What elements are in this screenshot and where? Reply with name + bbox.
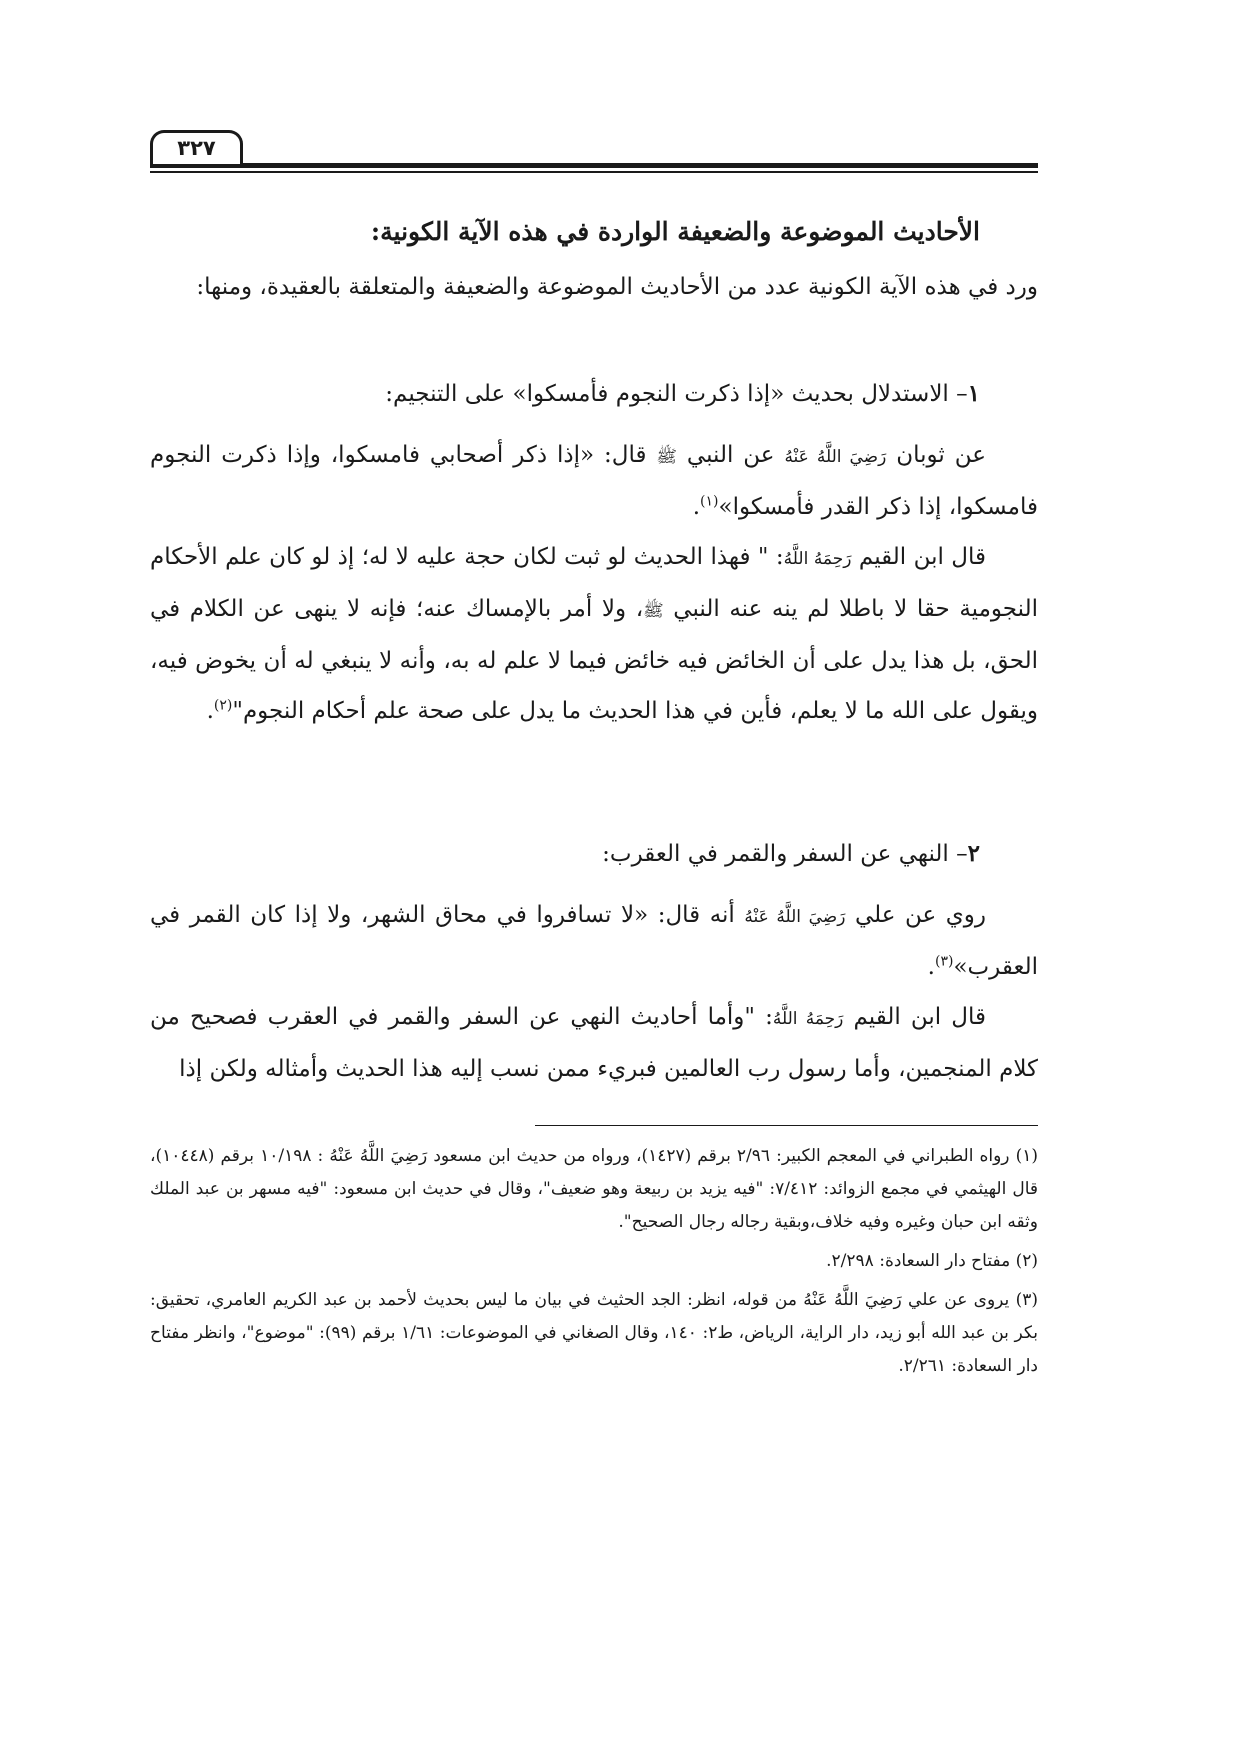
text-span: . <box>927 954 935 980</box>
intro-paragraph <box>150 262 1038 312</box>
footnote-2 <box>150 1245 1038 1278</box>
honorific-glyph: رَحِمَهُ اللَّهُ <box>772 1009 844 1029</box>
header-rule-thin <box>150 171 1038 173</box>
honorific-glyph: رَحِمَهُ اللَّهُ <box>783 549 852 569</box>
section2-paragraph1 <box>150 890 1038 992</box>
footnote-1 <box>150 1140 1038 1239</box>
section-heading: الأحاديث الموضوعة والضعيفة الواردة في هذه الآية الكونية: <box>370 217 980 246</box>
header-rule-thick <box>150 163 1038 168</box>
text-span: : " فهذا الحديث لو ثبت لكان حجة عليه لا له؛ إذ لو كان علم الأحكام النجومية حقا لا باطلا لم ينه عنه النبي <box>150 544 1038 622</box>
section1-title <box>150 372 980 416</box>
honorific-glyph: ﷺ <box>656 447 677 467</box>
honorific-glyph: ﷺ <box>643 601 664 621</box>
text-span: . <box>692 494 701 520</box>
text-span: ، ولا أمر بالإمساك عنه؛ فإنه لا ينهى عن الكلام في الحق، بل هذا يدل على أن الخائض فيه خائض فيما لا علم له به، وأنه لا ينبغي له أن يخوض فيه، ويقول على الله ما لا يعلم، فأين في هذا الحديث ما يدل على صحة علم أحكام النجوم" <box>150 596 1038 724</box>
text-span: عن ثوبان <box>886 442 986 468</box>
footnote-3 <box>150 1284 1038 1383</box>
footnotes <box>150 1140 1038 1389</box>
page-number: ٣٢٧ <box>150 130 243 164</box>
section1-title-text: – الاستدلال بحديث «إذا ذكرت النجوم فأمسكوا» على التنجيم: <box>385 381 968 407</box>
section1-paragraph2 <box>150 532 1038 736</box>
page-header <box>150 130 1038 170</box>
section1-paragraph1 <box>150 430 1038 532</box>
section2-title-text: – النهي عن السفر والقمر في العقرب: <box>602 841 968 867</box>
footnote-separator <box>535 1125 1038 1126</box>
intro-text: ورد في هذه الآية الكونية عدد من الأحاديث الموضوعة والضعيفة والمتعلقة بالعقيدة، ومنها: <box>196 274 1038 300</box>
text-span: روي عن علي <box>845 902 987 928</box>
text-span: عن النبي <box>676 442 785 468</box>
text-span: . <box>206 698 214 724</box>
footnote-ref-3[interactable]: (٣) <box>934 953 954 970</box>
text-span: : "وأما أحاديث النهي عن السفر والقمر في العقرب فصحيح من كلام المنجمين، وأما رسول رب العالمين فبريء ممن نسب إليه هذا الحديث وأمثاله ولكن إذا <box>150 1004 1038 1082</box>
honorific-glyph: رَضِيَ اللَّهُ عَنْهُ <box>329 1146 428 1166</box>
text-span: قال ابن القيم <box>851 544 986 570</box>
footnote-ref-2[interactable]: (٢) <box>213 697 233 714</box>
footnote-ref-1[interactable]: (١) <box>700 493 719 510</box>
text-span: (١) رواه الطبراني في المعجم الكبير: ٢/٩٦ برقم (١٤٢٧)، ورواه من حديث ابن مسعود <box>427 1146 1038 1166</box>
text-span: من قوله، انظر: الجد الحثيث في بيان ما ليس بحديث لأحمد بن عبد الكريم العامري، تحقيق: بكر بن عبد الله أبو زيد، دار الراية، الرياض، ط٢: ١٤٠، وقال الصغاني في الموضوعات: ١/٦١ برقم (٩٩): "موضوع"، وانظر مفتاح دار السعادة: ٢/٢٦١. <box>150 1290 1038 1376</box>
honorific-glyph: رَضِيَ اللَّهُ عَنْهُ <box>744 907 846 927</box>
honorific-glyph: رَضِيَ اللَّهُ عَنْهُ <box>803 1290 902 1310</box>
text-span: (٢) مفتاح دار السعادة: ٢/٢٩٨. <box>826 1251 1038 1271</box>
text-span: (٣) يروى عن علي <box>901 1290 1039 1310</box>
section2-paragraph2 <box>150 992 1038 1094</box>
section1-number: ١ <box>967 380 980 407</box>
section2-number: ٢ <box>967 840 980 867</box>
section2-title <box>150 832 980 876</box>
text-span: : ١٠/١٩٨ برقم (١٠٤٤٨)، قال الهيثمي في مجمع الزوائد: ٧/٤١٢: "فيه يزيد بن ربيعة وهو ضعيف"، وقال في حديث ابن مسعود: "فيه مسهر بن عبد الملك وثقه ابن حبان وغيره وفيه خلاف،وبقية رجاله رجال الصحيح". <box>150 1146 1039 1232</box>
honorific-glyph: رَضِيَ اللَّهُ عَنْهُ <box>784 447 887 467</box>
text-span: قال: «إذا ذكر أصحابي فامسكوا، وإذا ذكرت النجوم فامسكوا، إذا ذكر القدر فأمسكوا» <box>150 442 1038 520</box>
text-span: أنه قال: «لا تسافروا في محاق الشهر، ولا إذا كان القمر في العقرب» <box>150 902 1038 980</box>
text-span: قال ابن القيم <box>843 1004 986 1030</box>
